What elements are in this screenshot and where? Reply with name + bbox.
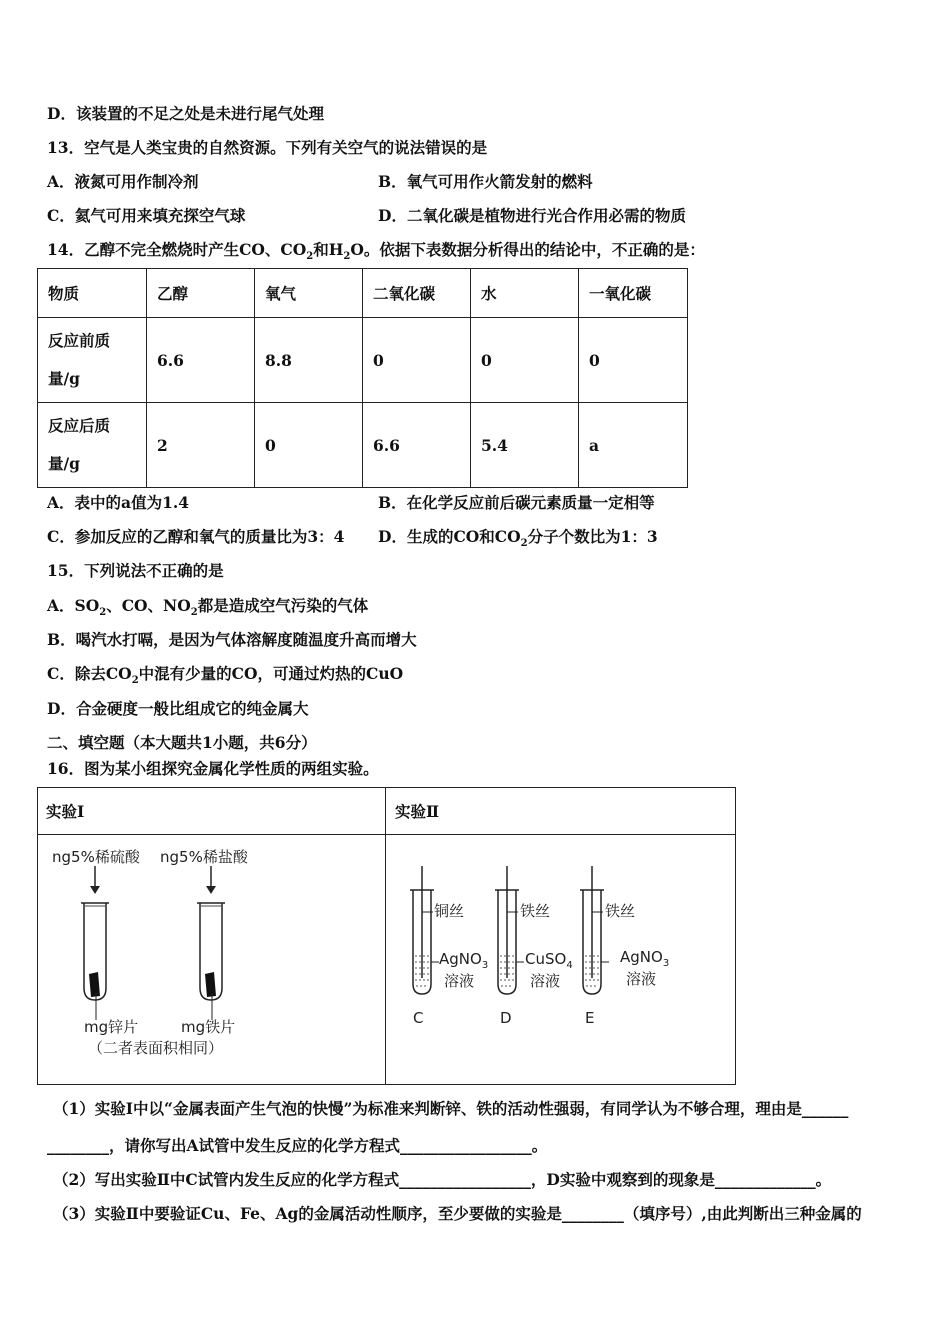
section-heading: 二、填空题（本大题共1小题，共6分） <box>47 733 317 752</box>
q14-option-a: A．表中的a值为1.4 <box>47 493 190 512</box>
q16-part1-line1: （1）实验Ⅰ中以“金属表面产生气泡的快慢”为标准来判断锌、铁的活动性强弱，有同学认为不够合理，理由是______ <box>53 1099 849 1118</box>
q15-stem: 15．下列说法不正确的是 <box>47 561 224 580</box>
table-cell: 6.6 <box>363 403 471 488</box>
table-cell: 0 <box>255 403 363 488</box>
solution-word-c: 溶液 <box>444 972 475 990</box>
q14-data-table <box>37 268 688 488</box>
table-header-cell: 一氧化碳 <box>579 269 688 318</box>
q15-option-c: C．除去$CO_2$中混有少量的CO，可通过灼热的CuO <box>47 664 404 687</box>
arrow-icon <box>90 866 100 894</box>
table-cell: 8.8 <box>255 318 363 403</box>
experiment-2-title: 实验Ⅱ <box>395 802 440 821</box>
solution-word-d: 溶液 <box>530 972 561 990</box>
q14-stem: 14．乙醇不完全燃烧时产生CO、$CO_2$和$H_2O$。依据下表数据分析得出的结论中，不正确的是： <box>47 240 705 263</box>
table-cell: 0 <box>471 318 579 403</box>
table-header-cell: 水 <box>471 269 579 318</box>
q13-option-a: A．液氮可用作制冷剂 <box>47 172 199 191</box>
test-tube-icon <box>580 866 609 994</box>
q13-stem: 13．空气是人类宝贵的自然资源。下列有关空气的说法错误的是 <box>47 138 488 157</box>
solution-formula-d: CuSO$_4$ <box>525 950 573 971</box>
table-row-label: 反应前质 量/g <box>38 318 147 403</box>
q16-part2: （2）写出实验Ⅱ中C试管内发生反应的化学方程式_________________，D实验中观察到的现象是_____________。 <box>53 1170 832 1189</box>
q15-option-d: D．合金硬度一般比组成它的纯金属大 <box>47 699 309 718</box>
q13-option-c: C．氦气可用来填充探空气球 <box>47 206 246 225</box>
surface-area-note: （二者表面积相同） <box>88 1039 224 1057</box>
table-header-cell: 氧气 <box>255 269 363 318</box>
q12-option-d: D．该装置的不足之处是未进行尾气处理 <box>47 104 324 123</box>
table-cell: 0 <box>579 318 688 403</box>
q14-option-b: B．在化学反应前后碳元素质量一定相等 <box>378 493 655 512</box>
q13-option-b: B．氧气可用作火箭发射的燃料 <box>378 172 593 191</box>
solution-formula-e: AgNO$_3$ <box>620 948 670 969</box>
q16-experiment-table <box>37 787 736 1085</box>
wire-label-c: 铜丝 <box>434 902 465 920</box>
tube-label-c: C <box>413 1009 424 1027</box>
q16-part1-line2: ________，请你写出A试管中发生反应的化学方程式_________________。 <box>47 1136 548 1155</box>
table-row <box>38 403 688 488</box>
metal-label-1: mg锌片 <box>84 1018 139 1036</box>
acid-label-2: ng5%稀盐酸 <box>160 848 248 866</box>
wire-label-e: 铁丝 <box>605 902 636 920</box>
table-header-row <box>38 269 688 318</box>
acid-label-1: ng5%稀硫酸 <box>52 848 140 866</box>
wire-label-d: 铁丝 <box>520 902 551 920</box>
test-tube-icon <box>81 903 109 1000</box>
table-row <box>38 318 688 403</box>
tube-label-e: E <box>585 1009 595 1027</box>
test-tube-icon <box>197 903 225 1000</box>
test-tube-icon <box>410 866 439 994</box>
table-row-label: 反应后质 量/g <box>38 403 147 488</box>
q15-option-a: A．$SO_2$、CO、$NO_2$都是造成空气污染的气体 <box>47 596 369 619</box>
table-header-cell: 乙醇 <box>147 269 255 318</box>
experiment-1-title: 实验Ⅰ <box>46 802 85 821</box>
q14-option-d: D．生成的CO和$CO_2$分子个数比为1：3 <box>378 527 658 550</box>
experiment-2-figure <box>385 788 735 1084</box>
q16-stem: 16．图为某小组探究金属化学性质的两组实验。 <box>47 759 379 778</box>
arrow-icon <box>206 866 216 894</box>
q13-option-d: D．二氧化碳是植物进行光合作用必需的物质 <box>378 206 686 225</box>
table-cell: 5.4 <box>471 403 579 488</box>
solution-formula-c: AgNO$_3$ <box>439 950 489 971</box>
metal-label-2: mg铁片 <box>181 1018 236 1036</box>
q15-option-b: B．喝汽水打嗝，是因为气体溶解度随温度升高而增大 <box>47 630 417 649</box>
table-cell: a <box>579 403 688 488</box>
table-cell: 6.6 <box>147 318 255 403</box>
table-cell: 2 <box>147 403 255 488</box>
table-cell: 0 <box>363 318 471 403</box>
q14-option-c: C．参加反应的乙醇和氧气的质量比为3：4 <box>47 527 345 546</box>
q16-part3: （3）实验Ⅱ中要验证Cu、Fe、Ag的金属活动性顺序，至少要做的实验是________（填序号）,由此判断出三种金属的 <box>53 1204 862 1223</box>
table-header-cell: 二氧化碳 <box>363 269 471 318</box>
test-tube-icon <box>495 866 524 994</box>
tube-label-d: D <box>500 1009 512 1027</box>
solution-word-e: 溶液 <box>626 970 657 988</box>
table-header-cell: 物质 <box>38 269 147 318</box>
